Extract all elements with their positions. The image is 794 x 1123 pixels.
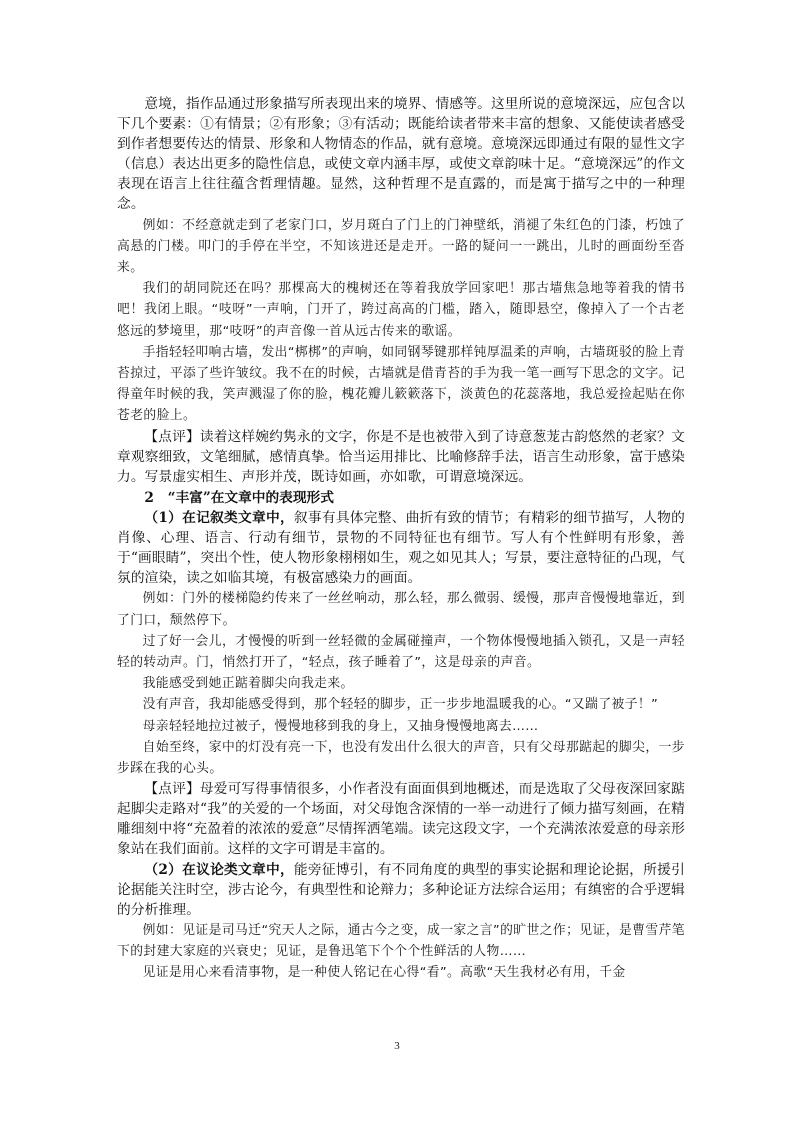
example-paragraph: 没有声音，我却能感受得到，那个轻轻的脚步，正一步步地温暖我的心。“又踹了被子！” [142, 697, 659, 713]
comment-text: 读着这样婉约隽永的文字，你是不是也被带入到了诗意葱茏古韵悠然的老家？文章观察细致，文笔细腻，感情真挚。恰当运用排比、比喻修辞手法，语言生动形象，富于感染力。写景虚实相生、声形并茂，既诗如画，亦如歌，可谓意境深远。 [117, 428, 685, 485]
subsection-text: 能旁征博引，有不同角度的典型的事实论据和理论论据，所援引论据能关注时空，涉古论今，有典型性和论辩力；多种论证方法综合运用；有缜密的合乎逻辑的分析推理。 [117, 861, 685, 918]
document-body [117, 94, 685, 983]
example-paragraph: 我们的胡同院还在吗？那棵高大的槐树还在等着我放学回家吧！那古墙焦急地等着我的情书吧！我闭上眼。“吱呀”一声响，门开了，跨过高高的门槛，踏入，随即悬空，像掉入了一个古老悠远的梦境里，那“吱呀”的声音像一首从远古传来的歌谣。 [117, 281, 685, 339]
example-paragraph: 例如：门外的楼梯隐约传来了一丝丝响动，那么轻，那么微弱、缓慢，那声音慢慢地靠近，到了门口，颓然停下。 [117, 591, 685, 628]
example-paragraph: 过了好一会儿，才慢慢的听到一丝轻微的金属碰撞声，一个物体慢慢地插入锁孔，又是一声轻轻的转动声。门，悄然打开了，“轻点，孩子睡着了”，这是母亲的声音。 [117, 633, 685, 670]
example-paragraph: 例如：不经意就走到了老家门口，岁月斑白了门上的门神壁纸，消褪了朱红色的门漆，朽蚀了高悬的门楼。叩门的手停在半空，不知该进还是走开。一路的疑问一一跳出，儿时的画面纷至沓来。 [117, 217, 685, 275]
comment-paragraph [117, 779, 685, 859]
narrative-paragraph [117, 508, 685, 588]
section-heading: 2 “丰富”在文章中的表现形式 [144, 489, 334, 506]
paragraph-artistic-conception: 意境，指作品通过形象描写所表现出来的境界、情感等。这里所说的意境深远，应包含以下几个要素：①有情景；②有形象；③有活动；既能给读者带来丰富的想象、又能使读者感受到作者想要传达的情景、形象和人物情态的作品，就有意境。意境深远即通过有限的显性文字（信息）表达出更多的隐性信息，或使文章内涵丰厚，或使文章韵味十足。“意境深远”的作文表现在语言上往往蕴含哲理情趣。显然，这种哲理不是直露的，而是寓于描写之中的一种理念。 [117, 96, 685, 213]
example-paragraph: 自始至终，家中的灯没有亮一下，也没有发出什么很大的声音，只有父母那踮起的脚尖，一步步踩在我的心头。 [117, 739, 685, 776]
example-paragraph: 手指轻轻叩响古墙，发出“梆梆”的声响，如同钢琴键那样钝厚温柔的声响，古墙斑驳的脸上青苔掠过，平添了些许皱纹。我不在的时候，古墙就是借青苔的手为我一笔一画写下思念的文字。记得童年时候的我，笑声溅湿了你的脸，槐花瓣儿簌簌落下，淡黄色的花蕊落地，我总爱捡起贴在你苍老的脸上。 [117, 344, 685, 424]
example-paragraph: 我能感受到她正踮着脚尖向我走来。 [142, 676, 354, 692]
example-paragraph: 例如：见证是司马迁“究天人之际，通古今之变，成一家之言”的旷世之作；见证，是曹雪芹笔下的封建大家庭的兴衰史；见证，是鲁迅笔下个个个性鲜活的人物…… [117, 922, 685, 960]
page-number: 3 [394, 1040, 400, 1052]
subsection-label: （2）在议论类文章中， [144, 861, 294, 878]
argument-paragraph [117, 860, 685, 920]
subsection-text: 叙事有具体完整、曲折有致的情节；有精彩的细节描写，人物的肖像、心理、语言、行动有细节，景物的不同特征也有细节。写人有个性鲜明有形象，善于“画眼睛”，突出个性，使人物形象栩栩如生，观之如见其人；写景，要注意特征的凸现，气氛的渲染，读之如临其境，有极富感染力的画面。 [117, 509, 685, 587]
example-paragraph: 见证是用心来看清事物，是一种使人铭记在心得“看”。高歌“天生我材必有用，千金 [142, 965, 626, 981]
example-paragraph: 母亲轻轻地拉过被子，慢慢地移到我的身上，又抽身慢慢地离去…… [142, 718, 539, 734]
comment-paragraph [117, 427, 685, 487]
comment-label: 【点评】 [144, 428, 200, 445]
comment-label: 【点评】 [144, 781, 200, 798]
subsection-label: （1）在记叙类文章中， [144, 509, 294, 526]
comment-text: 母爱可写得事情很多，小作者没有面面俱到地概述，而是选取了父母夜深回家踮起脚尖走路对“我”的关爱的一个场面，对父母饱含深情的一举一动进行了倾力描写刻画，在精雕细刻中将“充盈着的浓浓的爱意”尽情挥洒笔端。读完这段文字，一个充满浓浓爱意的母亲形象站在我们面前。这样的文字可谓是丰富的。 [117, 781, 685, 858]
